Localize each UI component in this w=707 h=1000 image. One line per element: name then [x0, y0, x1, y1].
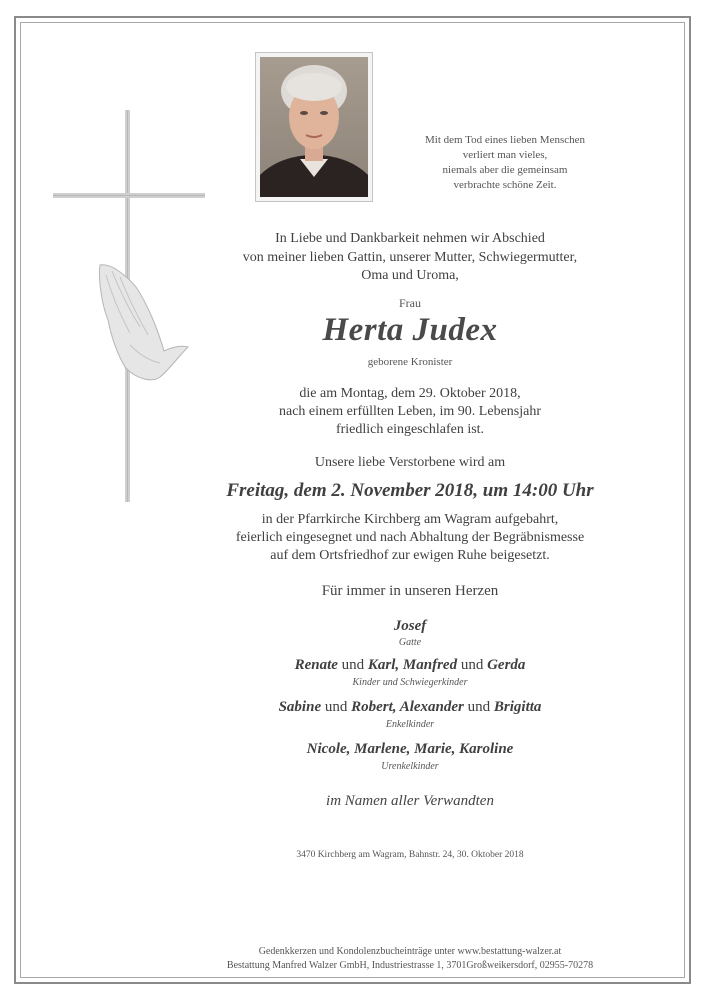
conjunction: und [467, 699, 491, 715]
funeral-detail-line: feierlich eingesegnet und nach Abhaltung der Begräbnismesse [235, 530, 585, 545]
birth-name: geborene Kronister [367, 356, 453, 368]
mourner-names [120, 618, 700, 635]
quote-line: verliert man vieles, [462, 149, 548, 161]
death-info-line: nach einem erfüllten Leben, im 90. Lebensjahr [278, 404, 541, 419]
conjunction: und [460, 657, 484, 673]
portrait-photo [255, 52, 373, 202]
death-info-line: friedlich eingeschlafen ist. [335, 422, 485, 437]
funeral-detail-line: in der Pfarrkirche Kirchberg am Wagram aufgebahrt, [261, 512, 559, 527]
mourner-name: Gerda [487, 657, 526, 673]
mourner-relation: Kinder und Schwiegerkinder [352, 677, 468, 688]
death-info-line: die am Montag, dem 29. Oktober 2018, [299, 386, 521, 401]
mourner-name: Sabine [278, 699, 322, 715]
mourner-relation: Gatte [398, 637, 422, 648]
hearts-line: Für immer in unseren Herzen [321, 583, 499, 599]
deceased-name: Herta Judex [322, 312, 498, 348]
mourner-name: Brigitta [493, 699, 542, 715]
quote-line: niemals aber die gemeinsam [442, 164, 568, 176]
mourner-name: Renate [294, 657, 338, 673]
conjunction: und [341, 657, 365, 673]
intro-line: In Liebe und Dankbarkeit nehmen wir Abschied [275, 231, 545, 246]
intro-line: von meiner lieben Gattin, unserer Mutter, Schwiegermutter, [242, 250, 578, 265]
portrait-image [260, 57, 368, 197]
mourner-relation: Urenkelkinder [381, 761, 439, 772]
mourner-names [120, 657, 700, 674]
funeral-intro: Unsere liebe Verstorbene wird am [314, 455, 506, 470]
mourner-name: Nicole, Marlene, Marie, Karoline [306, 741, 514, 757]
quote-line: Mit dem Tod eines lieben Menschen [424, 134, 586, 146]
funeral-detail-line: auf dem Ortsfriedhof zur ewigen Ruhe beigesetzt. [270, 548, 550, 563]
mourner-name: Josef [393, 618, 427, 634]
place-date: 3470 Kirchberg am Wagram, Bahnstr. 24, 30. Oktober 2018 [296, 850, 524, 860]
intro-line: Oma und Uroma, [361, 268, 459, 283]
mourner-names [120, 699, 700, 716]
mourner-name: Karl, Manfred [367, 657, 458, 673]
footer-line: Gedenkkerzen und Kondolenzbucheinträge unter www.bestattung-walzer.at [258, 946, 562, 957]
footer-line: Bestattung Manfred Walzer GmbH, Industriestrasse 1, 3701Großweikersdorf, 02955-70278 [226, 960, 594, 971]
conjunction: und [324, 699, 348, 715]
relatives-line: im Namen aller Verwandten [326, 793, 494, 809]
memorial-quote [402, 133, 608, 193]
mourner-name: Robert, Alexander [351, 699, 464, 715]
quote-line: verbrachte schöne Zeit. [453, 179, 557, 191]
mourner-relation: Enkelkinder [385, 719, 435, 730]
title-prefix: Frau [399, 296, 421, 310]
mourner-names [120, 741, 700, 758]
funeral-date: Freitag, dem 2. November 2018, um 14:00 Uhr [226, 480, 594, 501]
